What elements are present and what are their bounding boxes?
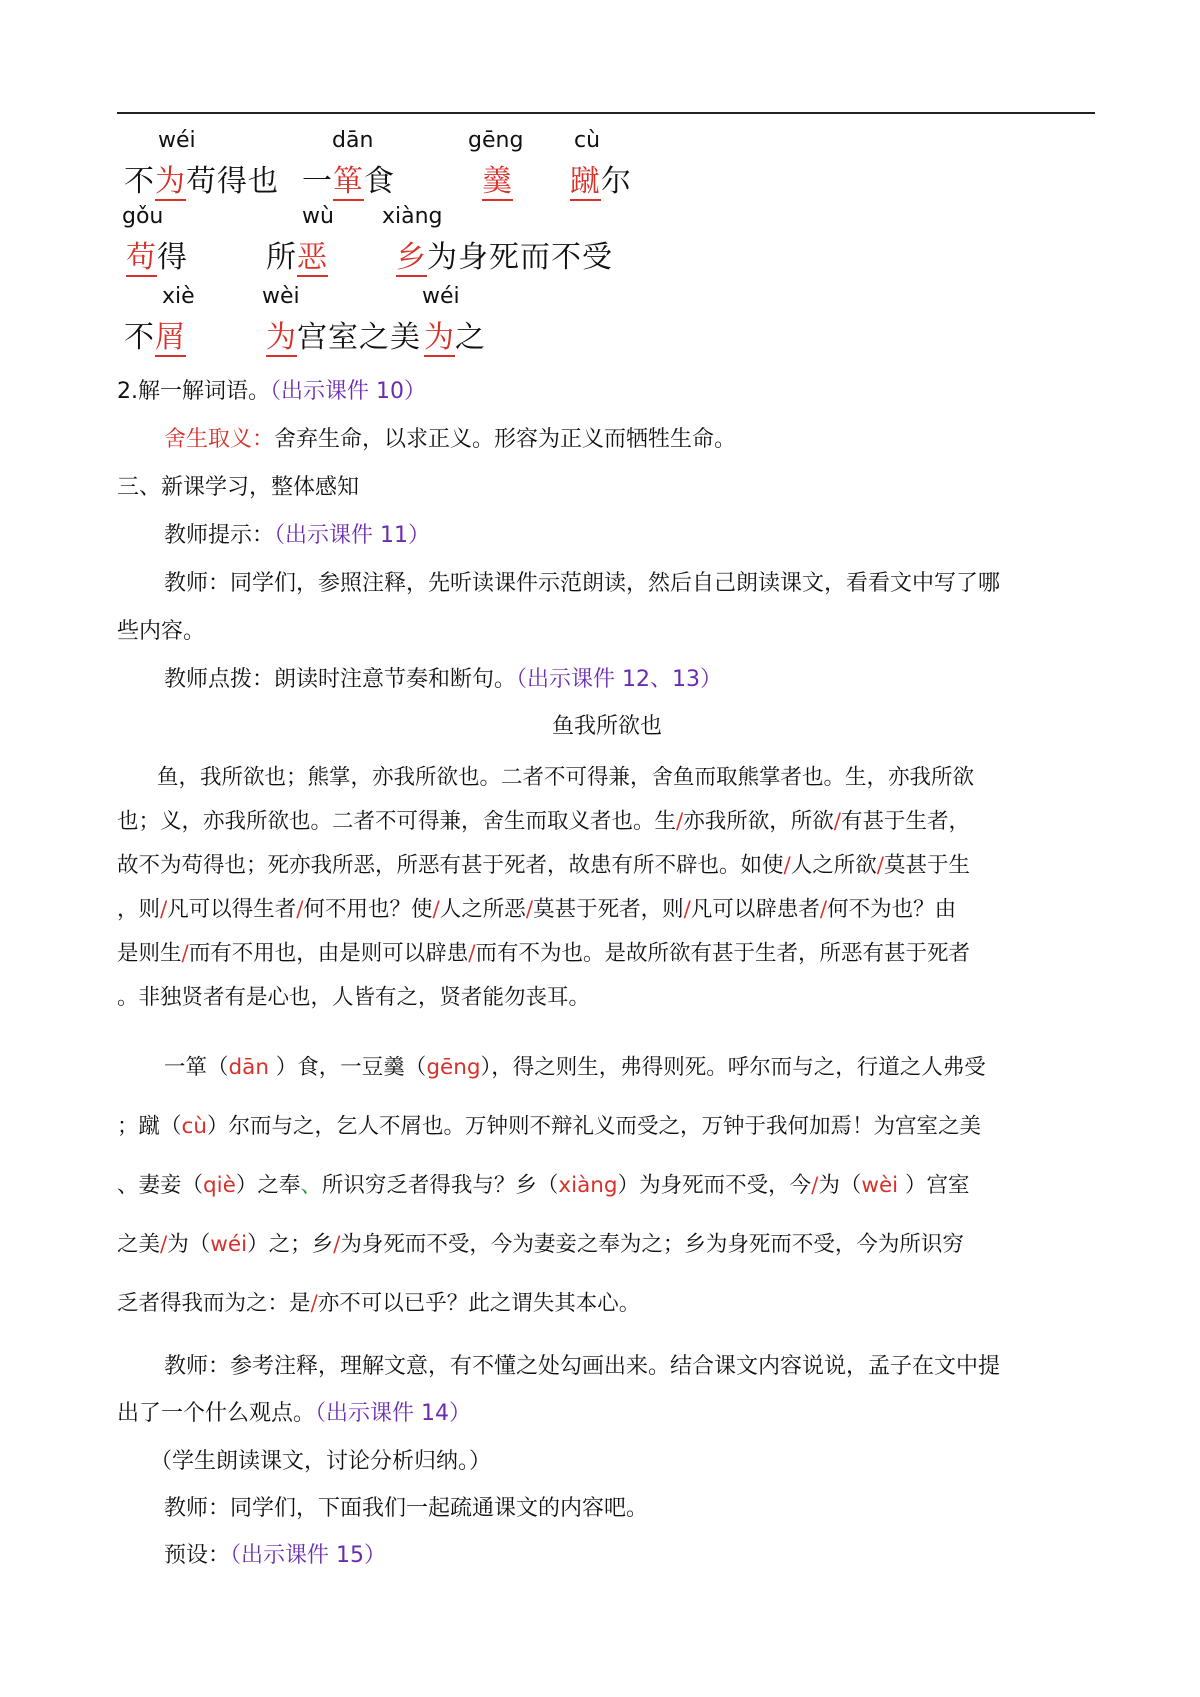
pinyin: wéi bbox=[158, 128, 196, 153]
text-segment: ）为身死而不受，今 bbox=[617, 1173, 812, 1198]
teacher-hint: 教师提示：（出示课件 11） bbox=[164, 523, 431, 548]
pause-mark: / bbox=[783, 853, 791, 878]
preset-line: 预设：（出示课件 15） bbox=[164, 1543, 387, 1568]
pinyin: cù bbox=[574, 128, 601, 153]
text-line bbox=[117, 936, 1095, 967]
text-line bbox=[117, 1227, 1095, 1258]
text-segment: 。非独贤者有是心也，人皆有之，贤者能勿丧耳。 bbox=[117, 985, 591, 1010]
courseware-ref: （出示课件 12、13） bbox=[516, 667, 722, 692]
char-after: 之 bbox=[455, 320, 486, 355]
text-line bbox=[117, 848, 1095, 879]
pause-mark: / bbox=[181, 941, 189, 966]
courseware-ref: （出示课件 15） bbox=[230, 1543, 387, 1568]
text-segment: ；蹴（ bbox=[117, 1114, 182, 1139]
text-segment: ）食，一豆羹（ bbox=[268, 1055, 427, 1080]
text-segment: 为（ bbox=[818, 1173, 862, 1198]
target-char: 恶 bbox=[297, 240, 328, 275]
pause-mark: / bbox=[333, 1232, 341, 1257]
text-segment: 何不用也？使 bbox=[303, 897, 433, 922]
target-char: 羹 bbox=[482, 164, 513, 199]
text-segment: 也；义，亦我所欲也。二者不可得兼，舍生而取义者也。生 bbox=[117, 809, 677, 834]
target-char: 为 bbox=[266, 320, 297, 355]
teacher-line-1b: 些内容。 bbox=[117, 619, 206, 644]
text-line bbox=[117, 892, 1095, 923]
char-after: 尔 bbox=[601, 164, 632, 199]
target-char: 苟 bbox=[126, 240, 157, 275]
char-after: 得 bbox=[157, 240, 188, 275]
pause-mark: / bbox=[683, 897, 691, 922]
char-after: 宫室之美 bbox=[297, 320, 421, 355]
pinyin: xiàng bbox=[382, 204, 443, 229]
text-segment: 凡可以得生者 bbox=[167, 897, 297, 922]
text-line bbox=[117, 980, 1095, 1011]
teacher-line-3b: 出了一个什么观点。（出示课件 14） bbox=[117, 1401, 472, 1426]
inline-pinyin: dān bbox=[228, 1055, 269, 1080]
pause-mark: / bbox=[160, 897, 168, 922]
section-2-heading: 2.解一解词语。（出示课件 10） bbox=[117, 379, 426, 404]
text-line bbox=[117, 804, 1095, 835]
char-before: 不 bbox=[124, 164, 155, 199]
char-after: 苟得也 bbox=[186, 164, 279, 199]
text-segment: 莫甚于死者，则 bbox=[533, 897, 684, 922]
char-before: 一 bbox=[302, 164, 333, 199]
teacher-tip: 教师点拨：朗读时注意节奏和断句。（出示课件 12、13） bbox=[164, 667, 722, 692]
text-segment: 亦不可以已乎？此之谓失其本心。 bbox=[317, 1291, 641, 1316]
pause-mark: / bbox=[468, 941, 476, 966]
text-line bbox=[157, 760, 1135, 791]
pinyin: dān bbox=[332, 128, 374, 153]
section-3-heading: 三、新课学习，整体感知 bbox=[117, 475, 360, 500]
text-segment: 鱼，我所欲也；熊掌，亦我所欲也。二者不可得兼，舍鱼而取熊掌者也。生，亦我所欲 bbox=[157, 765, 975, 790]
text-segment: 为身死而不受，今为妻妾之奉为之；乡为身死而不受，今为所识穷 bbox=[340, 1232, 964, 1257]
text-line bbox=[164, 1050, 1142, 1081]
text-title: 鱼我所欲也 bbox=[551, 714, 662, 739]
green-mark: 、 bbox=[300, 1173, 322, 1198]
text-segment: 而有不用也，由是则可以辟患 bbox=[188, 941, 469, 966]
text-segment: 一箪（ bbox=[164, 1055, 229, 1080]
text-segment: 所识穷乏者得我与？乡（ bbox=[321, 1173, 559, 1198]
target-char: 蹴 bbox=[570, 164, 601, 199]
text-segment: 有甚于生者， bbox=[841, 809, 971, 834]
text-segment: ）之奉 bbox=[235, 1173, 301, 1198]
pause-mark: / bbox=[676, 809, 684, 834]
target-char: 乡 bbox=[396, 240, 427, 275]
inline-pinyin: wèi bbox=[861, 1173, 899, 1198]
text-segment: 乏者得我而为之：是 bbox=[117, 1291, 311, 1316]
target-char: 为 bbox=[155, 164, 186, 199]
target-char: 箪 bbox=[333, 164, 364, 199]
char-before: 所 bbox=[266, 240, 297, 275]
text-segment: ）尔而与之，乞人不屑也。万钟则不辩礼义而受之，万钟于我何加焉！为宫室之美 bbox=[206, 1114, 981, 1139]
char-after: 食 bbox=[364, 164, 395, 199]
teacher-line-3a: 教师：参考注释，理解文意，有不懂之处勾画出来。结合课文内容说说，孟子在文中提 bbox=[164, 1354, 1001, 1379]
target-char: 屑 bbox=[155, 320, 186, 355]
pinyin: gēng bbox=[468, 128, 524, 153]
term: 舍生取义： bbox=[164, 427, 275, 452]
text-segment: ）宫室 bbox=[898, 1173, 970, 1198]
text-line bbox=[117, 1168, 1095, 1199]
teacher-line-5: 教师：同学们，下面我们一起疏通课文的内容吧。 bbox=[164, 1496, 649, 1521]
text-segment: 是则生 bbox=[117, 941, 182, 966]
text-segment: 为（ bbox=[167, 1232, 211, 1257]
teacher-line-1a: 教师：同学们，参照注释，先听读课件示范朗读，然后自己朗读课文，看看文中写了哪 bbox=[164, 571, 1001, 596]
pause-mark: / bbox=[160, 1232, 168, 1257]
text-segment: 亦我所欲，所欲 bbox=[683, 809, 834, 834]
pinyin: gǒu bbox=[122, 204, 164, 229]
inline-pinyin: gēng bbox=[426, 1055, 481, 1080]
char-before: 不 bbox=[124, 320, 155, 355]
text-segment: 莫甚于生 bbox=[884, 853, 971, 878]
pinyin-row-2 bbox=[124, 204, 1124, 294]
text-segment: ）之；乡 bbox=[247, 1232, 334, 1257]
pause-mark: / bbox=[833, 809, 842, 834]
text-segment: 凡可以辟患者 bbox=[690, 897, 820, 922]
text-line bbox=[117, 1286, 1095, 1317]
courseware-ref: （出示课件 10） bbox=[270, 379, 426, 404]
top-rule bbox=[117, 112, 1095, 114]
text-segment: 人之所欲 bbox=[790, 853, 877, 878]
pause-mark: / bbox=[296, 897, 304, 922]
text-segment: 故不为苟得也；死亦我所恶，所恶有甚于死者，故患有所不辟也。如使 bbox=[117, 853, 784, 878]
courseware-ref: （出示课件 11） bbox=[274, 523, 431, 548]
text-segment: 之美 bbox=[117, 1232, 161, 1257]
courseware-ref: （出示课件 14） bbox=[315, 1401, 472, 1426]
term-def: 舍弃生命，以求正义。形容为正义而牺牲生命。 bbox=[274, 427, 737, 452]
text-segment: ），得之则生，弗得则死。呼尔而与之，行道之人弗受 bbox=[480, 1055, 986, 1080]
target-char: 为 bbox=[424, 320, 455, 355]
text-segment: 人之所恶 bbox=[439, 897, 526, 922]
pause-mark: / bbox=[432, 897, 440, 922]
text-segment: 而有不为也。是故所欲有甚于生者，所恶有甚于死者 bbox=[475, 941, 971, 966]
pause-mark: / bbox=[876, 853, 885, 878]
char-after: 为身死而不受 bbox=[427, 240, 613, 275]
pinyin: wèi bbox=[262, 284, 300, 309]
pinyin-row-3 bbox=[124, 284, 1124, 374]
pause-mark: / bbox=[819, 897, 828, 922]
pinyin: wù bbox=[302, 204, 334, 229]
pinyin: wéi bbox=[422, 284, 460, 309]
text-segment: 何不为也？由 bbox=[827, 897, 957, 922]
text-segment: 、妻妾（ bbox=[117, 1173, 204, 1198]
pinyin: xiè bbox=[162, 284, 195, 309]
student-note: （学生朗读课文，讨论分析归纳。） bbox=[150, 1449, 492, 1474]
pause-mark: / bbox=[811, 1173, 819, 1198]
text-line bbox=[117, 1109, 1095, 1140]
inline-pinyin: cù bbox=[181, 1114, 207, 1139]
inline-pinyin: xiàng bbox=[558, 1173, 618, 1198]
inline-pinyin: wéi bbox=[210, 1232, 248, 1257]
pause-mark: / bbox=[310, 1291, 318, 1316]
pause-mark: / bbox=[525, 897, 534, 922]
inline-pinyin: qiè bbox=[203, 1173, 236, 1198]
term-definition bbox=[164, 425, 1097, 455]
text-segment: ，则 bbox=[117, 897, 161, 922]
